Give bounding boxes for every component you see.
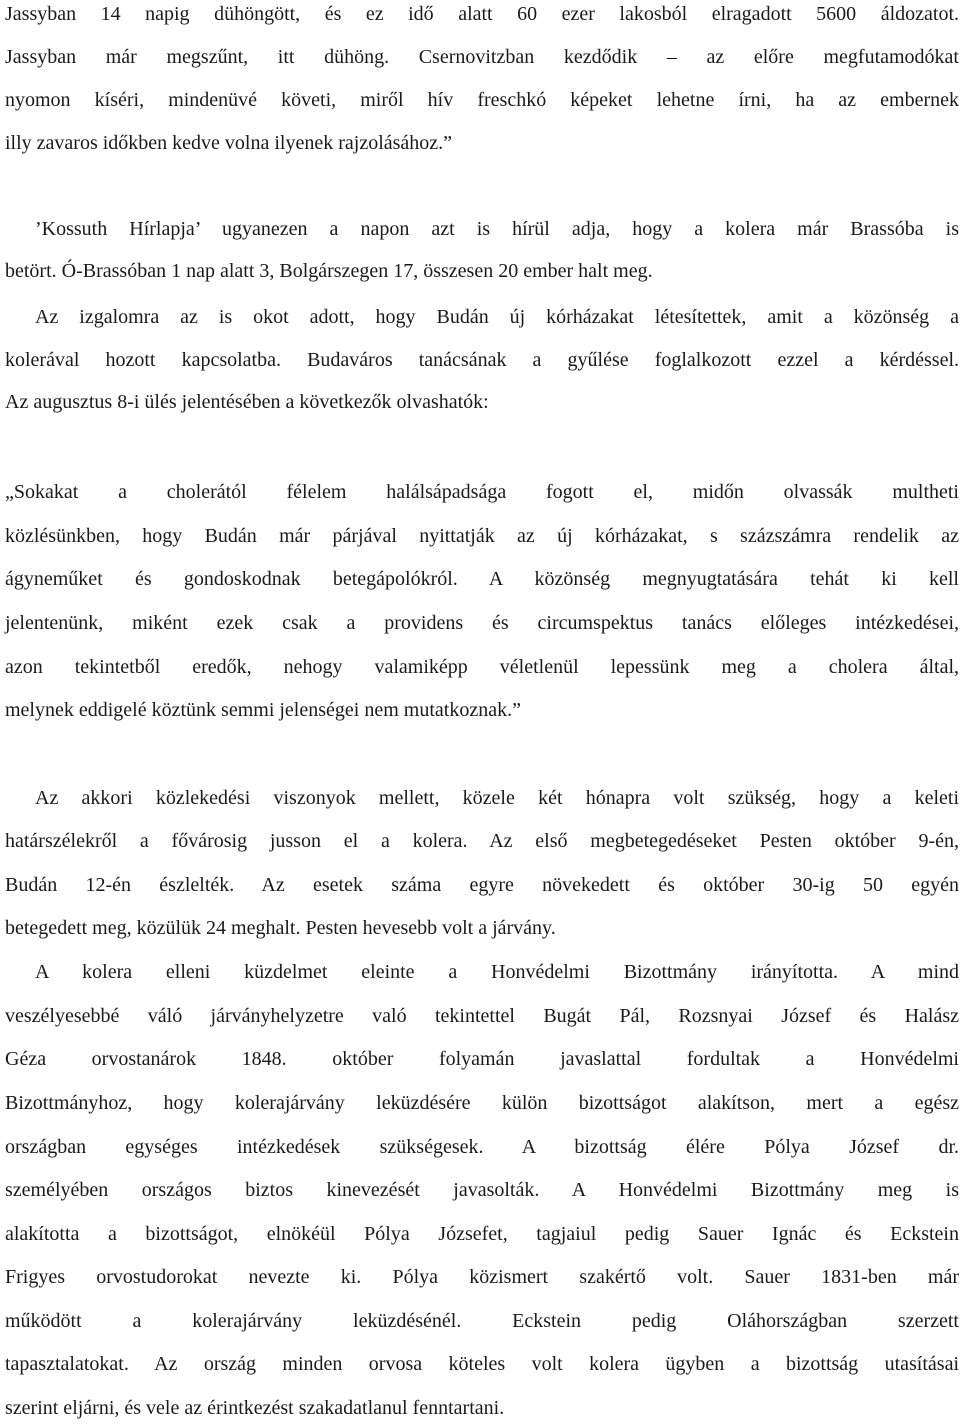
text-line: országban egységes intézkedések szükségesek. A bizottság élére Pólya József dr.: [5, 1136, 959, 1158]
text-line: Géza orvostanárok 1848. október folyamán javaslattal fordultak a Honvédelmi: [5, 1048, 959, 1070]
text-line: ágyneműket és gondoskodnak betegápolókról. A közönség megnyugtatására tehát ki kell: [5, 568, 959, 590]
text-line: határszélekről a fővárosig jusson el a kolera. Az első megbetegedéseket Pesten október 9-én,: [5, 830, 959, 852]
text-line: közlésünkben, hogy Budán már párjával nyittatják az új kórházakat, s százszámra rendelik az: [5, 525, 959, 547]
text-line: Jassyban 14 napig dühöngött, és ez idő alatt 60 ezer lakosból elragadott 5600 áldozatot.: [5, 3, 959, 25]
text-line: kolerával hozott kapcsolatba. Budaváros tanácsának a gyűlése foglalkozott ezzel a kérdéssel.: [5, 349, 959, 371]
text-line: illy zavaros időkben kedve volna ilyenek rajzolásához.”: [5, 132, 453, 154]
text-line: betört. Ó-Brassóban 1 nap alatt 3, Bolgárszegen 17, összesen 20 ember halt meg.: [5, 260, 653, 282]
text-line: jelentenünk, miként ezek csak a providens és circumspektus tanács előleges intézkedései,: [5, 612, 959, 634]
text-line: nyomon kíséri, mindenüvé követi, miről hív freschkó képeket lehetne írni, ha az embernek: [5, 89, 959, 111]
text-line: betegedett meg, közülük 24 meghalt. Pesten hevesebb volt a járvány.: [5, 917, 556, 939]
text-line: Az izgalomra az is okot adott, hogy Budán új kórházakat létesítettek, amit a közönség a: [35, 306, 959, 328]
text-line: Az augusztus 8-i ülés jelentésében a következők olvashatók:: [5, 391, 489, 413]
text-line: „Sokakat a cholerától félelem halálsápadsága fogott el, midőn olvassák multheti: [5, 481, 959, 503]
text-line: működött a kolerajárvány leküzdésénél. Eckstein pedig Oláhországban szerzett: [5, 1310, 959, 1332]
text-line: Budán 12-én észlelték. Az esetek száma egyre növekedett és október 30-ig 50 egyén: [5, 874, 959, 896]
text-line: veszélyesebbé váló járványhelyzetre való tekintettel Bugát Pál, Rozsnyai József és Halász: [5, 1005, 959, 1027]
text-line: Bizottmányhoz, hogy kolerajárvány leküzdésére külön bizottságot alakítson, mert a egész: [5, 1092, 959, 1114]
text-line: Frigyes orvostudorokat nevezte ki. Pólya közismert szakértő volt. Sauer 1831-ben már: [5, 1266, 959, 1288]
text-line: ’Kossuth Hírlapja’ ugyanezen a napon azt is hírül adja, hogy a kolera már Brassóba is: [35, 218, 959, 240]
text-line: azon tekintetből eredők, nehogy valamiképp véletlenül lepessünk meg a cholera által,: [5, 656, 959, 678]
text-line: személyében országos biztos kinevezését javasolták. A Honvédelmi Bizottmány meg is: [5, 1179, 959, 1201]
text-line: A kolera elleni küzdelmet eleinte a Honvédelmi Bizottmány irányította. A mind: [35, 961, 959, 983]
text-line: Jassyban már megszűnt, itt dühöng. Csernovitzban kezdődik – az előre megfutamodókat: [5, 46, 959, 68]
text-line: szerint eljárni, és vele az érintkezést szakadatlanul fenntartani.: [5, 1397, 505, 1419]
text-line: Az akkori közlekedési viszonyok mellett, közele két hónapra volt szükség, hogy a keleti: [35, 787, 959, 809]
text-line: alakította a bizottságot, elnökéül Pólya Józsefet, tagjaiul pedig Sauer Ignác és Eckstein: [5, 1223, 959, 1245]
text-line: melynek eddigelé köztünk semmi jelenségei nem mutatkoznak.”: [5, 699, 521, 721]
text-line: tapasztalatokat. Az ország minden orvosa köteles volt kolera ügyben a bizottság utasításai: [5, 1353, 959, 1375]
